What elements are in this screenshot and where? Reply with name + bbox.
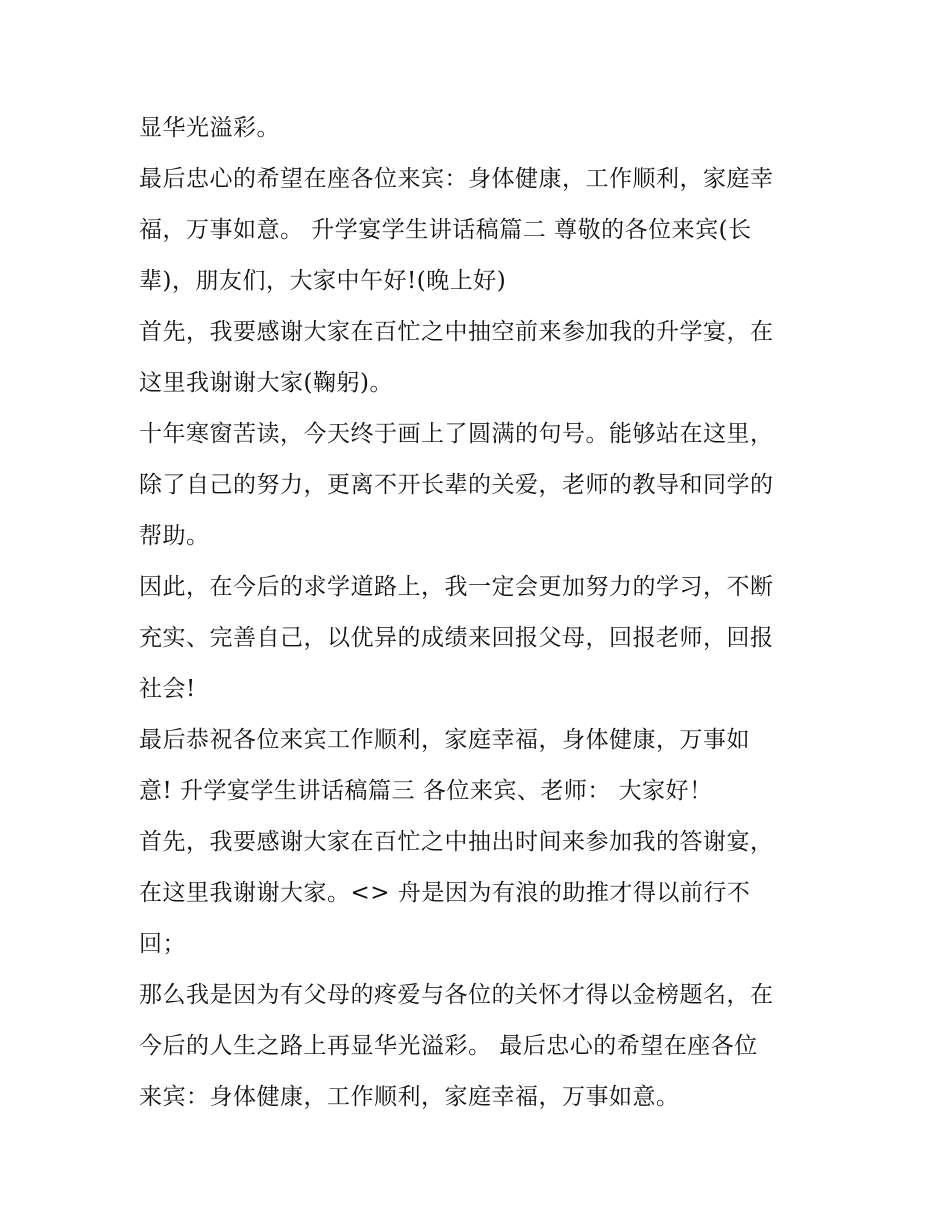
text-line: 回； bbox=[139, 931, 186, 957]
text-line: 首先，我要感谢大家在百忙之中抽出时间来参加我的答谢宴， bbox=[139, 829, 774, 855]
text-line: 这里我谢谢大家(鞠躬)。 bbox=[139, 370, 393, 396]
text-line: 十年寒窗苦读，今天终于画上了圆满的句号。能够站在这里， bbox=[139, 421, 774, 447]
text-line: 除了自己的努力，更离不开长辈的关爱，老师的教导和同学的 bbox=[139, 472, 774, 498]
text-line: 充实、完善自己，以优异的成绩来回报父母，回报老师，回报 bbox=[139, 625, 774, 651]
text-line: 帮助。 bbox=[139, 523, 210, 549]
text-line: 意! 升学宴学生讲话稿篇三 各位来宾、老师： 大家好！ bbox=[139, 778, 713, 804]
text-line: 来宾：身体健康，工作顺利，家庭幸福，万事如意。 bbox=[139, 1084, 680, 1110]
text-line: 因此，在今后的求学道路上，我一定会更加努力的学习，不断 bbox=[139, 574, 774, 600]
text-line: 显华光溢彩。 bbox=[139, 115, 280, 141]
text-line: 社会! bbox=[139, 676, 196, 702]
document-body bbox=[139, 103, 819, 1123]
text-line: 那么我是因为有父母的疼爱与各位的关怀才得以金榜题名，在 bbox=[139, 982, 774, 1008]
text-line: 最后忠心的希望在座各位来宾：身体健康，工作顺利，家庭幸 bbox=[139, 166, 774, 192]
text-line: 今后的人生之路上再显华光溢彩。 最后忠心的希望在座各位 bbox=[139, 1033, 758, 1059]
text-line: 福，万事如意。 升学宴学生讲话稿篇二 尊敬的各位来宾(长 bbox=[139, 217, 752, 243]
text-line: 首先，我要感谢大家在百忙之中抽空前来参加我的升学宴，在 bbox=[139, 319, 774, 345]
text-line: 最后恭祝各位来宾工作顺利，家庭幸福，身体健康，万事如 bbox=[139, 727, 750, 753]
text-line: 辈)，朋友们，大家中午好!(晚上好) bbox=[139, 268, 507, 294]
text-line: 在这里我谢谢大家。<> 舟是因为有浪的助推才得以前行不 bbox=[139, 880, 751, 906]
